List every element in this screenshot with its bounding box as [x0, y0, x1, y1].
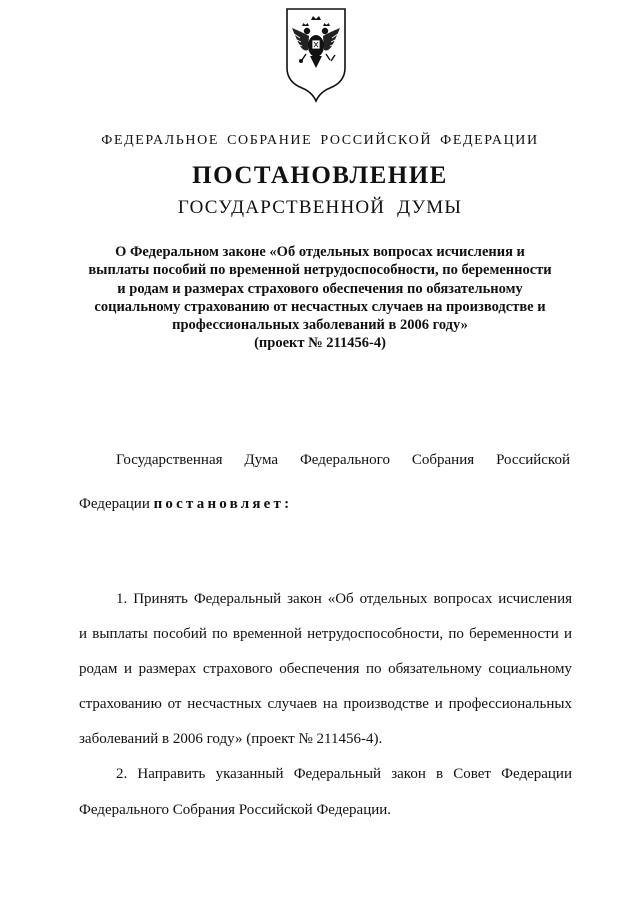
preamble-text: Федерации — [79, 496, 150, 512]
preamble-line-2 — [79, 496, 292, 513]
item-1-line: заболеваний в 2006 году» (проект № 211456-4). — [79, 731, 383, 747]
subject-line: социальному страхованию от несчастных случаев на производстве и — [94, 298, 546, 315]
document-type-title: ПОСТАНОВЛЕНИЕ — [192, 162, 448, 189]
item-1-line: родам и размерах страхового обеспечения по обязательному социальному — [79, 661, 572, 677]
issuer-name: ГОСУДАРСТВЕННОЙ ДУМЫ — [177, 197, 463, 218]
coat-of-arms-icon — [282, 6, 350, 104]
subject-line: и родам и размерах страхового обеспечения по обязательному — [117, 280, 523, 297]
item-1-line: 1. Принять Федеральный закон «Об отдельных вопросах исчисления — [116, 591, 572, 607]
item-2-line: 2. Направить указанный Федеральный закон в Совет Федерации — [116, 766, 572, 782]
organization-name: ФЕДЕРАЛЬНОЕ СОБРАНИЕ РОССИЙСКОЙ ФЕДЕРАЦИИ — [101, 133, 539, 148]
subject-line: О Федеральном законе «Об отдельных вопросах исчисления и — [115, 244, 525, 260]
preamble-emphasis: постановляет: — [153, 496, 293, 512]
preamble-line: Государственная Дума Федерального Собрания Российской — [116, 452, 570, 468]
subject-line: выплаты пособий по временной нетрудоспособности, по беременности — [88, 262, 552, 279]
item-2-line: Федерального Собрания Российской Федерации. — [79, 802, 392, 818]
document-subject — [60, 243, 580, 353]
item-1-line: страхованию от несчастных случаев на производстве и профессиональных — [79, 696, 572, 712]
subject-line: профессиональных заболеваний в 2006 году» — [172, 317, 468, 334]
subject-line: (проект № 211456-4) — [254, 335, 386, 352]
item-1-line: и выплаты пособий по временной нетрудоспособности, по беременности и — [79, 626, 572, 642]
